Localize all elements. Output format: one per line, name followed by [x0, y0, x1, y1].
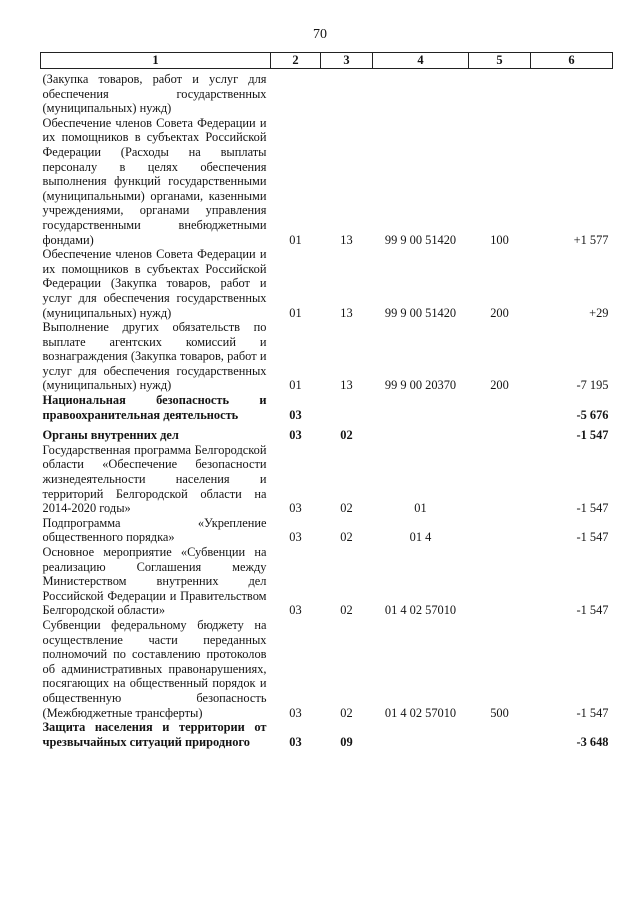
budget-table — [40, 52, 613, 749]
row-target-article — [373, 69, 469, 116]
row-description: Обеспечение членов Совета Федерации и их помощников в субъектах Российской Федерации (Расходы на выплаты персоналу в целях обеспечения выполнения функций государственными (муниципальными) органами, казенными учреждениями, органами управления государственными внебюджетными фондами) — [42, 115, 267, 247]
row-target-article — [373, 720, 469, 749]
row-amount: -1 547 — [576, 603, 609, 618]
row-description: (Закупка товаров, работ и услуг для обеспечения государственных (муниципальных) нужд) — [42, 72, 267, 116]
row-target-article — [373, 393, 469, 422]
row-target-article: 01 4 02 57010 — [384, 603, 457, 618]
row-description: Подпрограмма «Укрепление общественного порядка» — [42, 515, 267, 545]
row-subsection — [321, 69, 373, 116]
row-amount: -3 648 — [576, 734, 609, 749]
row-section: 03 — [289, 530, 302, 545]
row-target-article: 01 4 02 57010 — [384, 705, 457, 720]
row-target-article: 99 9 00 20370 — [384, 378, 457, 393]
table-row — [41, 545, 613, 618]
table-row — [41, 618, 613, 720]
table-row — [41, 320, 613, 393]
row-expense-type: 200 — [490, 305, 509, 320]
row-subsection: 02 — [340, 530, 353, 545]
row-amount: -1 547 — [576, 530, 609, 545]
row-amount: -5 676 — [576, 407, 609, 422]
header-col-3: 3 — [321, 53, 373, 69]
row-description: Обеспечение членов Совета Федерации и их помощников в субъектах Российской Федерации (Закупка товаров, работ и услуг для обеспечения государственных (муниципальных) нужд) — [42, 247, 267, 320]
row-section: 03 — [289, 705, 302, 720]
row-description: Защита населения и территории от чрезвычайных ситуаций природного — [42, 720, 267, 749]
table-row — [41, 393, 613, 422]
row-section: 03 — [289, 603, 302, 618]
row-target-article: 01 — [414, 501, 427, 516]
row-description: Национальная безопасность и правоохранительная деятельность — [42, 393, 267, 422]
table-row — [41, 116, 613, 247]
row-subsection: 02 — [340, 501, 353, 516]
row-description: Выполнение других обязательств по выплате агентских комиссий и вознаграждения (Закупка товаров, работ и услуг для обеспечения государственных (муниципальных) нужд) — [42, 320, 267, 393]
row-section: 01 — [289, 305, 302, 320]
row-section: 01 — [289, 232, 302, 247]
row-expense-type — [469, 545, 531, 618]
row-amount: -1 547 — [576, 705, 609, 720]
row-amount: -1 547 — [576, 501, 609, 516]
row-subsection: 02 — [340, 603, 353, 618]
row-target-article — [373, 422, 469, 443]
row-description: Государственная программа Белгородской области «Обеспечение безопасности жизнедеятельности населения и территорий Белгородской области на 2014-2020 годы» — [42, 442, 267, 516]
row-expense-type: 500 — [490, 705, 509, 720]
header-col-5: 5 — [469, 53, 531, 69]
row-expense-type — [469, 516, 531, 545]
row-subsection — [321, 393, 373, 422]
row-target-article: 99 9 00 51420 — [384, 305, 457, 320]
table-row — [41, 69, 613, 116]
row-subsection: 02 — [340, 428, 353, 443]
row-amount — [531, 69, 613, 116]
row-expense-type: 200 — [490, 378, 509, 393]
row-section: 03 — [289, 428, 302, 443]
table-row — [41, 247, 613, 320]
table-row — [41, 443, 613, 516]
table-body — [41, 69, 613, 750]
row-target-article: 99 9 00 51420 — [384, 232, 457, 247]
row-amount: +29 — [589, 305, 609, 320]
header-col-2: 2 — [271, 53, 321, 69]
page-number: 70 — [313, 27, 327, 42]
table-row — [41, 422, 613, 443]
row-description: Основное мероприятие «Субвенции на реализацию Соглашения между Министерством внутренних дел Российской Федерации и Правительством Белгородской области» — [42, 545, 267, 618]
row-expense-type — [469, 69, 531, 116]
row-expense-type: 100 — [490, 232, 509, 247]
row-expense-type — [469, 720, 531, 749]
table-header — [41, 53, 613, 69]
header-col-1: 1 — [41, 53, 271, 69]
header-col-4: 4 — [373, 53, 469, 69]
header-row — [41, 53, 613, 69]
row-amount: +1 577 — [573, 232, 609, 247]
row-subsection: 09 — [340, 734, 353, 749]
row-description: Субвенции федеральному бюджету на осуществление части переданных полномочий по составлению протоколов об административных правонарушениях, посягающих на общественный порядок и общественную безопасность (Межбюджетные трансферты) — [42, 617, 267, 720]
row-subsection: 13 — [340, 378, 353, 393]
row-subsection: 13 — [340, 232, 353, 247]
table-row — [41, 720, 613, 749]
row-subsection: 02 — [340, 705, 353, 720]
row-amount: -7 195 — [576, 378, 609, 393]
row-section: 01 — [289, 378, 302, 393]
row-expense-type — [469, 393, 531, 422]
row-section: 03 — [289, 407, 302, 422]
row-expense-type — [469, 443, 531, 516]
row-amount: -1 547 — [576, 428, 609, 443]
row-section: 03 — [289, 734, 302, 749]
header-col-6: 6 — [531, 53, 613, 69]
row-section — [271, 69, 321, 116]
row-section: 03 — [289, 501, 302, 516]
row-target-article: 01 4 — [409, 530, 432, 545]
table-row — [41, 516, 613, 545]
row-description: Органы внутренних дел — [42, 428, 179, 443]
row-expense-type — [469, 422, 531, 443]
row-subsection: 13 — [340, 305, 353, 320]
